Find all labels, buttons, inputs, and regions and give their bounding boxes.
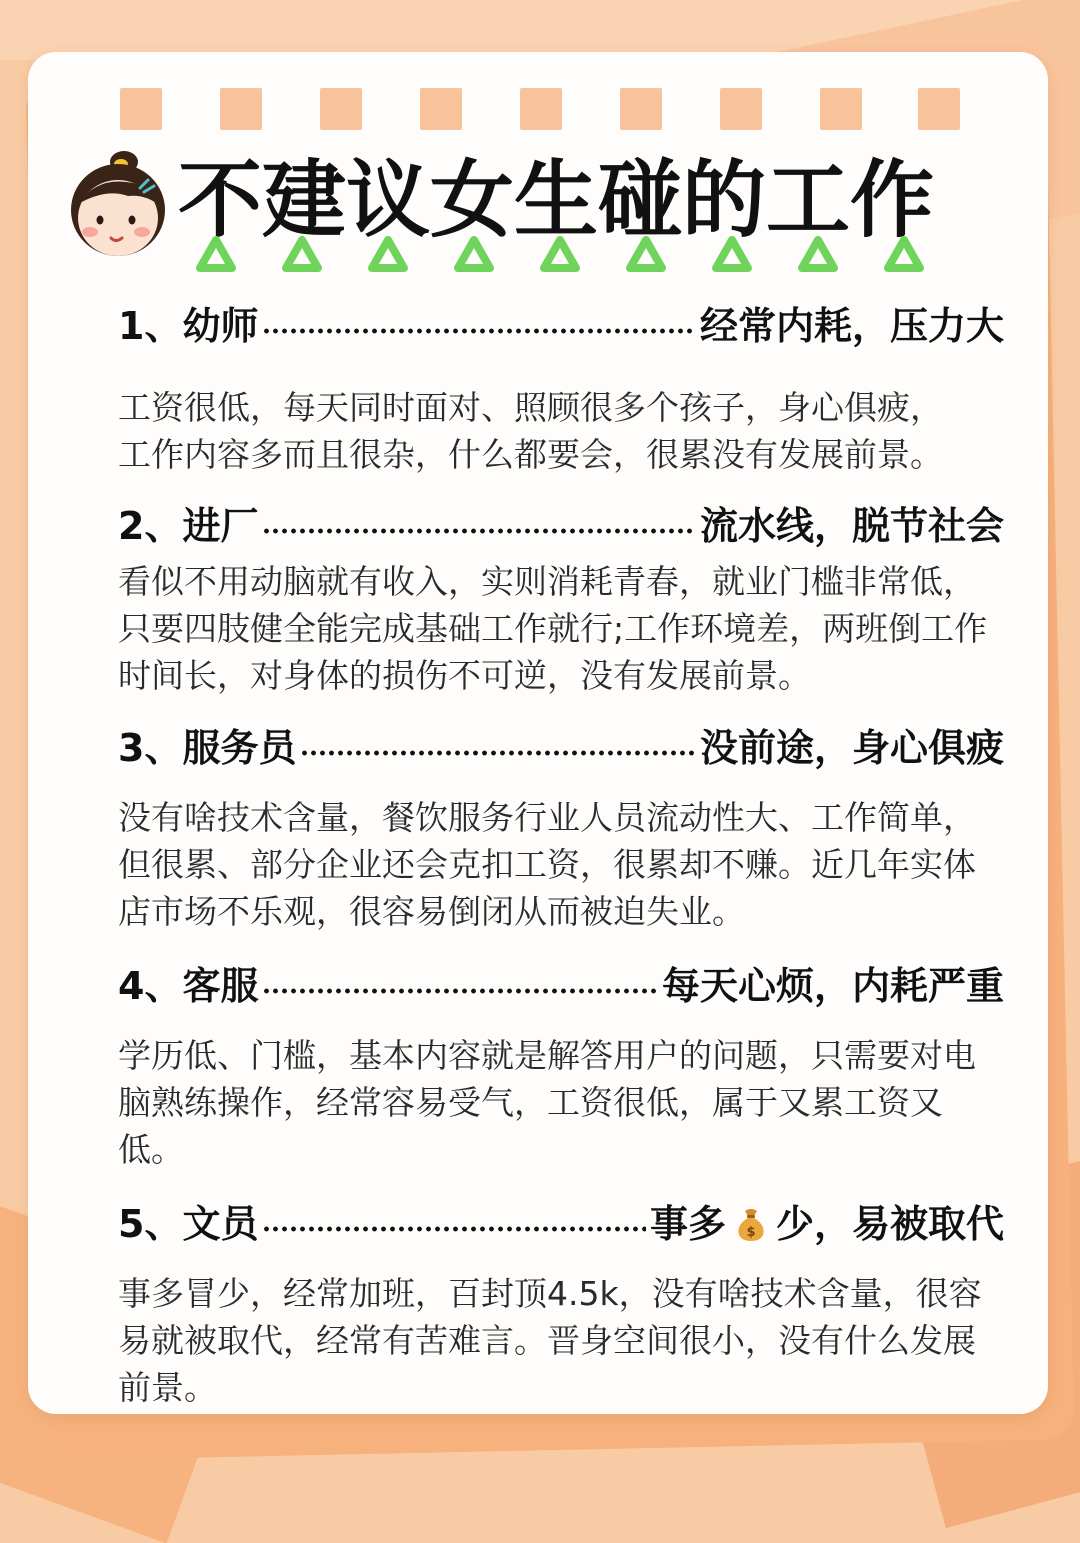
job-name: 5、文员 [118,1201,259,1246]
triangle-icon [282,236,322,272]
svg-text:$: $ [746,1224,756,1240]
section-description: 看似不用动脑就有收入，实则消耗青春，就业门槛非常低， 只要四肢健全能完成基础工作就行;工作环境差，两班倒工作 时间长，对身体的损伤不可逆，没有发展前景。 [118,562,988,695]
triangle-icon [196,236,236,272]
dotted-leader [262,327,696,335]
section-heading [118,954,1004,1010]
section-heading [118,716,1004,772]
title-underline-decoration [196,236,936,276]
job-name: 4、客服 [118,963,259,1008]
job-summary [650,1193,1004,1248]
dotted-leader [262,1225,646,1233]
section-description: 学历低、门槛，基本内容就是解答用户的问题，只需要对电 脑熟练操作，经常容易受气，工资很低，属于又累工资又 低。 [118,1036,976,1169]
binder-tab [720,88,762,130]
page-title: 不建议女生碰的工作 [178,151,935,249]
binder-tab [620,88,662,130]
job-summary: 每天心烦，内耗严重 [661,963,1004,1008]
binder-tab [220,88,262,130]
binder-tab [520,88,562,130]
section-heading [118,294,1004,350]
binder-tab [320,88,362,130]
triangle-icon [540,236,580,272]
triangle-icon [798,236,838,272]
job-name: 2、进厂 [118,503,259,548]
binder-tab [120,88,162,130]
girl-avatar-icon [66,148,170,260]
section-heading [118,494,1004,550]
job-name: 3、服务员 [118,725,297,770]
section-description: 工资很低，每天同时面对、照顾很多个孩子，身心俱疲， 工作内容多而且很杂，什么都要会，很累没有发展前景。 [118,388,943,474]
dotted-leader [262,987,658,995]
triangle-icon [626,236,666,272]
section-description: 事多冒少，经常加班，百封顶4.5k，没有啥技术含量，很容 易就被取代，经常有苦难言。晋身空间很小，没有什么发展 前景。 [118,1274,982,1407]
binder-tab [420,88,462,130]
section-heading [118,1192,1004,1248]
job-summary: 流水线，脱节社会 [699,503,1004,548]
job-summary: 经常内耗，压力大 [699,303,1004,348]
triangle-icon [368,236,408,272]
triangle-icon [884,236,924,272]
triangle-icon [712,236,752,272]
job-name: 1、幼师 [118,303,259,348]
binder-tab [918,88,960,130]
money-bag-icon [732,1205,770,1243]
section-description: 没有啥技术含量，餐饮服务行业人员流动性大、工作简单， 但很累、部分企业还会克扣工资，很累却不赚。近几年实体 店市场不乐观，很容易倒闭从而被迫失业。 [118,798,976,931]
job-summary-part: 少，易被取代 [775,1201,1004,1246]
triangle-icon [454,236,494,272]
job-summary-part: 事多 [649,1201,726,1246]
binder-tab [820,88,862,130]
dotted-leader [262,527,696,535]
dotted-leader [300,749,696,757]
job-summary: 没前途，身心俱疲 [699,725,1004,770]
binder-tabs [120,88,960,132]
